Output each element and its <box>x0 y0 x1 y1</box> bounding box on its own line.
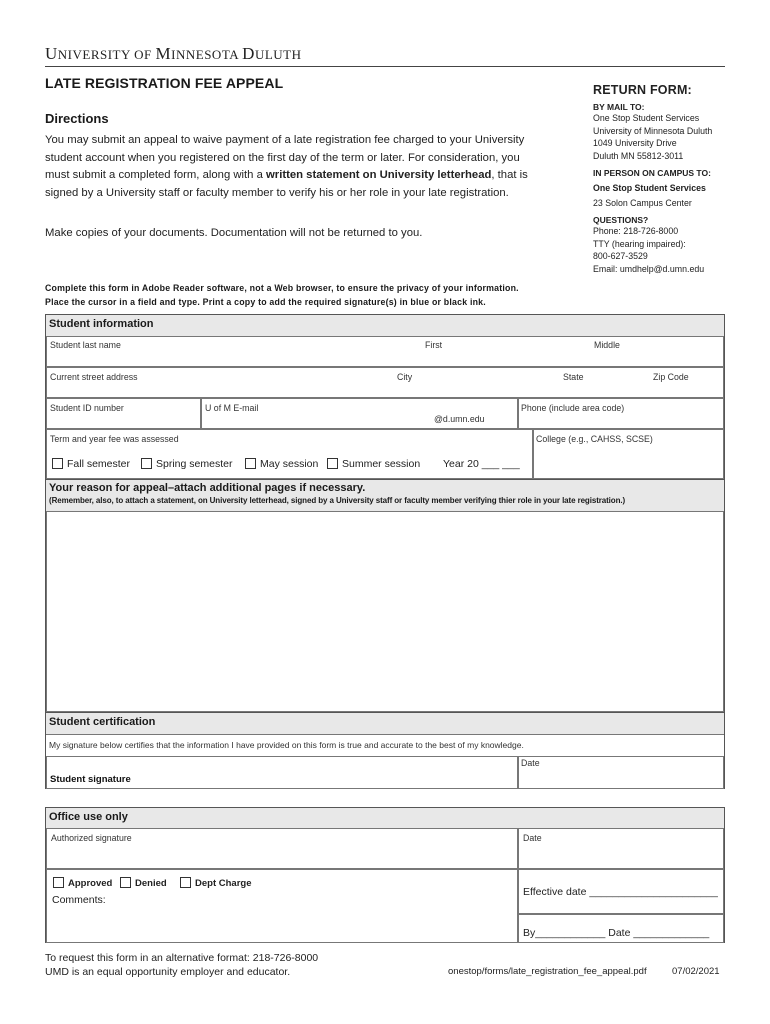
email-label: U of M E-mail <box>205 403 259 413</box>
certification-statement-row <box>46 734 724 756</box>
term-field[interactable] <box>46 429 533 479</box>
form-instructions <box>45 282 519 309</box>
equal-opportunity-note: UMD is an equal opportunity employer and educator. <box>45 966 291 978</box>
mail-line: 1049 University Drive <box>593 138 677 148</box>
reason-title: Your reason for appeal–attach additional pages if necessary. <box>49 482 366 494</box>
denied-checkbox[interactable] <box>120 877 167 889</box>
checkbox-icon <box>141 458 152 469</box>
contact-line: 800-627-3529 <box>593 251 648 261</box>
in-person-office: One Stop Student Services <box>593 183 706 193</box>
footer-file-path: onestop/forms/late_registration_fee_appeal.pdf <box>448 966 647 977</box>
approved-label: Approved <box>68 878 113 889</box>
certification-title: Student certification <box>49 716 156 728</box>
certification-section <box>45 712 725 789</box>
certification-statement: My signature below certifies that the information I have provided on this form is true and accurate to the best of my knowledge. <box>49 740 524 750</box>
office-use-title: Office use only <box>49 811 128 823</box>
reason-section <box>45 479 725 712</box>
phone-field[interactable] <box>518 398 724 429</box>
in-person-label: IN PERSON ON CAMPUS TO: <box>593 168 711 178</box>
spring-semester-checkbox[interactable] <box>141 458 232 470</box>
denied-label: Denied <box>135 878 167 889</box>
checkbox-icon <box>245 458 256 469</box>
dept-charge-checkbox[interactable] <box>180 877 251 889</box>
street-address-field[interactable] <box>46 367 724 398</box>
contact-email: Email: umdhelp@d.umn.edu <box>593 263 705 274</box>
directions-paragraph: You may submit an appeal to waive payment of a late registration fee charged to your University student account when you registered on the first day of the term or later. For consideration, you must submit a completed form, along with a written statement on University letterhead, that is signed by a University staff or faculty member to verify his or her role in your late registration. <box>45 134 528 199</box>
office-use-section <box>45 807 725 943</box>
spring-label: Spring semester <box>156 458 233 470</box>
street-label: Current street address <box>50 372 138 382</box>
effective-date-field[interactable] <box>518 869 724 914</box>
mail-line: One Stop Student Services <box>593 113 700 123</box>
student-info-title: Student information <box>49 318 154 330</box>
student-signature-field[interactable] <box>46 756 518 789</box>
return-form-heading: RETURN FORM: <box>593 83 692 97</box>
term-label: Term and year fee was assessed <box>50 434 179 444</box>
certification-date-field[interactable] <box>518 756 724 789</box>
alt-format-note: To request this form in an alternative format: 218-726-8000 <box>45 952 319 964</box>
contact-line: Phone: 218-726-8000 <box>593 226 679 236</box>
middle-name-label: Middle <box>594 340 620 350</box>
fall-semester-checkbox[interactable] <box>52 458 130 470</box>
university-name: UNIVERSITY OF MINNESOTA DULUTH <box>45 44 302 63</box>
email-domain: @d.umn.edu <box>434 414 485 424</box>
checkbox-icon <box>327 458 338 469</box>
college-label: College (e.g., CAHSS, SCSE) <box>536 434 653 444</box>
office-date-label: Date <box>523 833 542 843</box>
zip-label: Zip Code <box>653 372 689 382</box>
umn-email-field[interactable] <box>201 398 518 429</box>
effective-date-label: Effective date ______________________ <box>523 886 718 898</box>
year-field[interactable]: Year 20 ___ ___ <box>443 458 520 470</box>
certification-date-label: Date <box>521 758 540 768</box>
instructions-line: Place the cursor in a field and type. Print a copy to add the required signature(s) in blue or black ink. <box>45 296 486 307</box>
college-field[interactable] <box>533 429 724 479</box>
city-label: City <box>397 372 413 382</box>
instructions-line: Complete this form in Adobe Reader software, not a Web browser, to ensure the privacy of your information. <box>45 283 519 293</box>
checkbox-icon <box>120 877 131 888</box>
by-date-field[interactable] <box>518 914 724 943</box>
return-form-sidebar <box>593 83 743 275</box>
directions-copies-note: Make copies of your documents. Documentation will not be returned to you. <box>45 227 423 239</box>
checkbox-icon <box>53 877 64 888</box>
questions-label: QUESTIONS? <box>593 215 649 225</box>
student-id-label: Student ID number <box>50 403 124 413</box>
state-label: State <box>563 372 584 382</box>
authorized-signature-label: Authorized signature <box>51 833 132 843</box>
summer-label: Summer session <box>342 458 421 470</box>
may-session-checkbox[interactable] <box>245 458 318 470</box>
may-label: May session <box>260 458 319 470</box>
mail-line: University of Minnesota Duluth <box>593 125 713 136</box>
student-info-section <box>45 314 725 479</box>
footer-date: 07/02/2021 <box>672 966 720 977</box>
phone-label: Phone (include area code) <box>521 403 625 413</box>
by-date-label: By____________ Date _____________ <box>523 927 710 939</box>
approved-checkbox[interactable] <box>53 877 112 889</box>
reason-subtitle: (Remember, also, to attach a statement, on University letterhead, signed by a University staff or faculty member verifying thier role in your late registration.) <box>49 496 626 505</box>
office-date-field[interactable] <box>518 828 724 869</box>
checkbox-icon <box>180 877 191 888</box>
mail-line: Duluth MN 55812-3011 <box>593 150 684 161</box>
authorized-signature-field[interactable] <box>46 828 518 869</box>
dept-charge-label: Dept Charge <box>195 878 252 889</box>
reason-textarea[interactable] <box>46 511 724 712</box>
student-id-field[interactable] <box>46 398 201 429</box>
by-mail-label: BY MAIL TO: <box>593 102 645 112</box>
directions-heading: Directions <box>45 111 109 126</box>
checkbox-icon <box>52 458 63 469</box>
student-signature-label: Student signature <box>50 774 131 785</box>
header-rule <box>45 66 725 67</box>
footer-left <box>45 951 318 979</box>
first-name-label: First <box>425 340 443 350</box>
in-person-location: 23 Solon Campus Center <box>593 197 692 208</box>
last-name-label: Student last name <box>50 340 121 350</box>
form-title: LATE REGISTRATION FEE APPEAL <box>45 75 284 91</box>
office-decision-area <box>46 869 518 943</box>
comments-label: Comments: <box>52 894 106 906</box>
fall-label: Fall semester <box>67 458 131 470</box>
student-last-name-field[interactable] <box>46 336 724 367</box>
summer-session-checkbox[interactable] <box>327 458 420 470</box>
contact-line: TTY (hearing impaired): <box>593 238 686 249</box>
